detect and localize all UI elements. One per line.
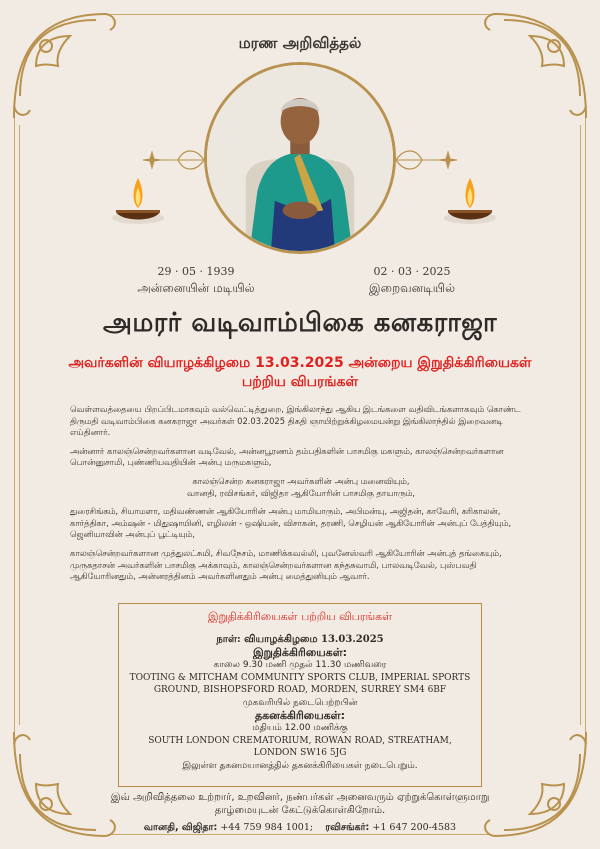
footer-request xyxy=(40,791,560,817)
obituary-paragraph: அன்னார் காலஞ்சென்றவர்களான வடிவேல், அன்னபூரணம் தம்பதிகளின் பாசமிகு மகளும், காலஞ்சென்றவர்களான பொன்னுசாமி, புண்ணியவதியின் அன்பு மருமகளும், xyxy=(70,445,504,468)
rites-venue-line-1: TOOTING & MITCHAM COMMUNITY SPORTS CLUB, IMPERIAL SPORTS xyxy=(129,672,471,683)
obituary-paragraph: வெள்ளவத்தையை பிறப்பிடமாகவும் வல்வெட்டித்துறை, இங்கிலாந்து ஆகிய இடங்களை வதிவிடங்களாகவும் கொண்ட திருமதி வடிவாம்பிகை கனகராஜா அவர்கள் 02.03.2025 திகதி ஞாயிற்றுக்கிழமையன்று இங்கிலாந்தில் இறைவனடி எய்தினார். xyxy=(70,404,521,438)
cremation-venue-line-1: SOUTH LONDON CREMATORIUM, ROWAN ROAD, STREATHAM, xyxy=(148,735,452,746)
oil-lamp-icon xyxy=(440,172,500,232)
contact-line xyxy=(40,822,560,834)
contact-name: ரவிசங்கர்: xyxy=(325,822,370,833)
subtitle-line-2: பற்றிய விபரங்கள் xyxy=(241,374,359,390)
birth-date: 29 · 05 · 1939 xyxy=(157,265,235,278)
subtitle xyxy=(40,354,560,392)
ornament-corner-icon xyxy=(6,6,126,126)
death-date-block xyxy=(312,265,512,297)
obituary-line: காலஞ்சென்ற கனகராஜா அவர்களின் அன்பு மனைவியும், xyxy=(192,475,410,486)
birth-label: அன்னையின் மடியில் xyxy=(137,281,255,295)
rites-note: முகவரியில் நடைபெற்றபின் xyxy=(242,697,358,708)
obituary-line: வானதி, ரவிசங்கர், விஜிதா ஆகியோரின் பாசமிகு தாயாரும், xyxy=(187,487,415,498)
obituary-body xyxy=(70,404,532,590)
ornament-corner-icon xyxy=(474,6,594,126)
funeral-heading: இறுதிக்கிரியைகள் பற்றிய விபரங்கள் xyxy=(207,610,393,623)
obituary-paragraph: காலஞ்சென்றவர்களான முத்துலட்சுமி, சிவநேசம், மாணிக்கவல்லி, புவனேஸ்வரி ஆகியோரின் அன்புத் தங்கையும், முருகதாசன் அவர்களின் பாசமிகு அக்காவும், காலஞ்சென்றவர்களான கந்தசுவாமி, பாலவடிவேல், புஸ்பவதி ஆகியோரினதும், அன்னரத்தினம் அவர்களினதும் அன்பு மைத்துனியும் ஆவார். xyxy=(70,547,502,582)
subtitle-line-1: அவர்களின் வியாழக்கிழமை 13.03.2025 அன்றைய இறுதிக்கிரியைகள் xyxy=(68,355,532,371)
rites-venue-line-2: GROUND, BISHOPSFORD ROAD, MORDEN, SURREY SM4 6BF xyxy=(153,685,447,696)
rites-time: காலை 9.30 மணி முதல் 11.30 மணிவரை xyxy=(213,660,387,671)
contact-phone: +44 759 984 1001; xyxy=(220,822,314,833)
death-label: இறைவனடியில் xyxy=(368,281,456,295)
frame-left-line-inner xyxy=(19,125,20,725)
frame-top-line xyxy=(110,14,490,15)
frame-right-line xyxy=(585,110,586,740)
rites-heading: இறுதிக்கிரியைகள்: xyxy=(252,645,348,659)
obituary-paragraph: துரைசிங்கம், சியாமளா, மதிவண்ணன் ஆகியோரின் அன்பு மாமியாரும், அபிமன்யு, அஜிதன், காவேரி, கரிகாலன், கார்த்திகா, அம்ஷன் - மிதுஷாயினி, எழிலன் - ஒஷியன், விசாகன், தரணி, செழியன் ஆகியோரின் அன்புப் பேத்தியும், ஜெனியாவின் அன்புப் பூட்டியும், xyxy=(70,506,512,540)
footer-line-2: தாழ்மையுடன் கேட்டுக்கொள்கிறோம். xyxy=(214,805,386,816)
page-title: மரண அறிவித்தல் xyxy=(238,34,362,52)
frame-bottom-line xyxy=(110,834,490,835)
birth-date-block xyxy=(96,265,296,297)
cremation-time: மதியம் 12.00 மணிக்கு xyxy=(252,723,348,734)
oil-lamp-icon xyxy=(108,172,168,232)
frame-left-line xyxy=(14,110,15,740)
obituary-paragraph xyxy=(70,476,532,499)
contact-name: வானதி, விஜிதா: xyxy=(143,822,218,833)
portrait-photo xyxy=(204,62,396,254)
cremation-venue-line-2: LONDON SW16 5JG xyxy=(253,748,347,759)
frame-right-line-inner xyxy=(580,125,581,725)
funeral-details-box xyxy=(118,603,482,787)
contact-phone: +1 647 200-4583 xyxy=(372,822,457,833)
death-date: 02 · 03 · 2025 xyxy=(373,265,451,278)
funeral-date: நாள்: வியாழக்கிழமை 13.03.2025 xyxy=(216,634,384,645)
deceased-name: அமரர் வடிவாம்பிகை கனகராஜா xyxy=(102,308,498,338)
cremation-note: இலுள்ள தகனமயானத்தில் தகனக்கிரியைகள் நடைபெறும். xyxy=(182,760,418,771)
footer-line-1: இவ் அறிவித்தலை உற்றார், உறவினர், நண்பர்கள் அனைவரும் ஏற்றுக்கொள்ளுமாறு xyxy=(110,792,490,803)
cremation-heading: தகனக்கிரியைகள்: xyxy=(254,708,346,722)
